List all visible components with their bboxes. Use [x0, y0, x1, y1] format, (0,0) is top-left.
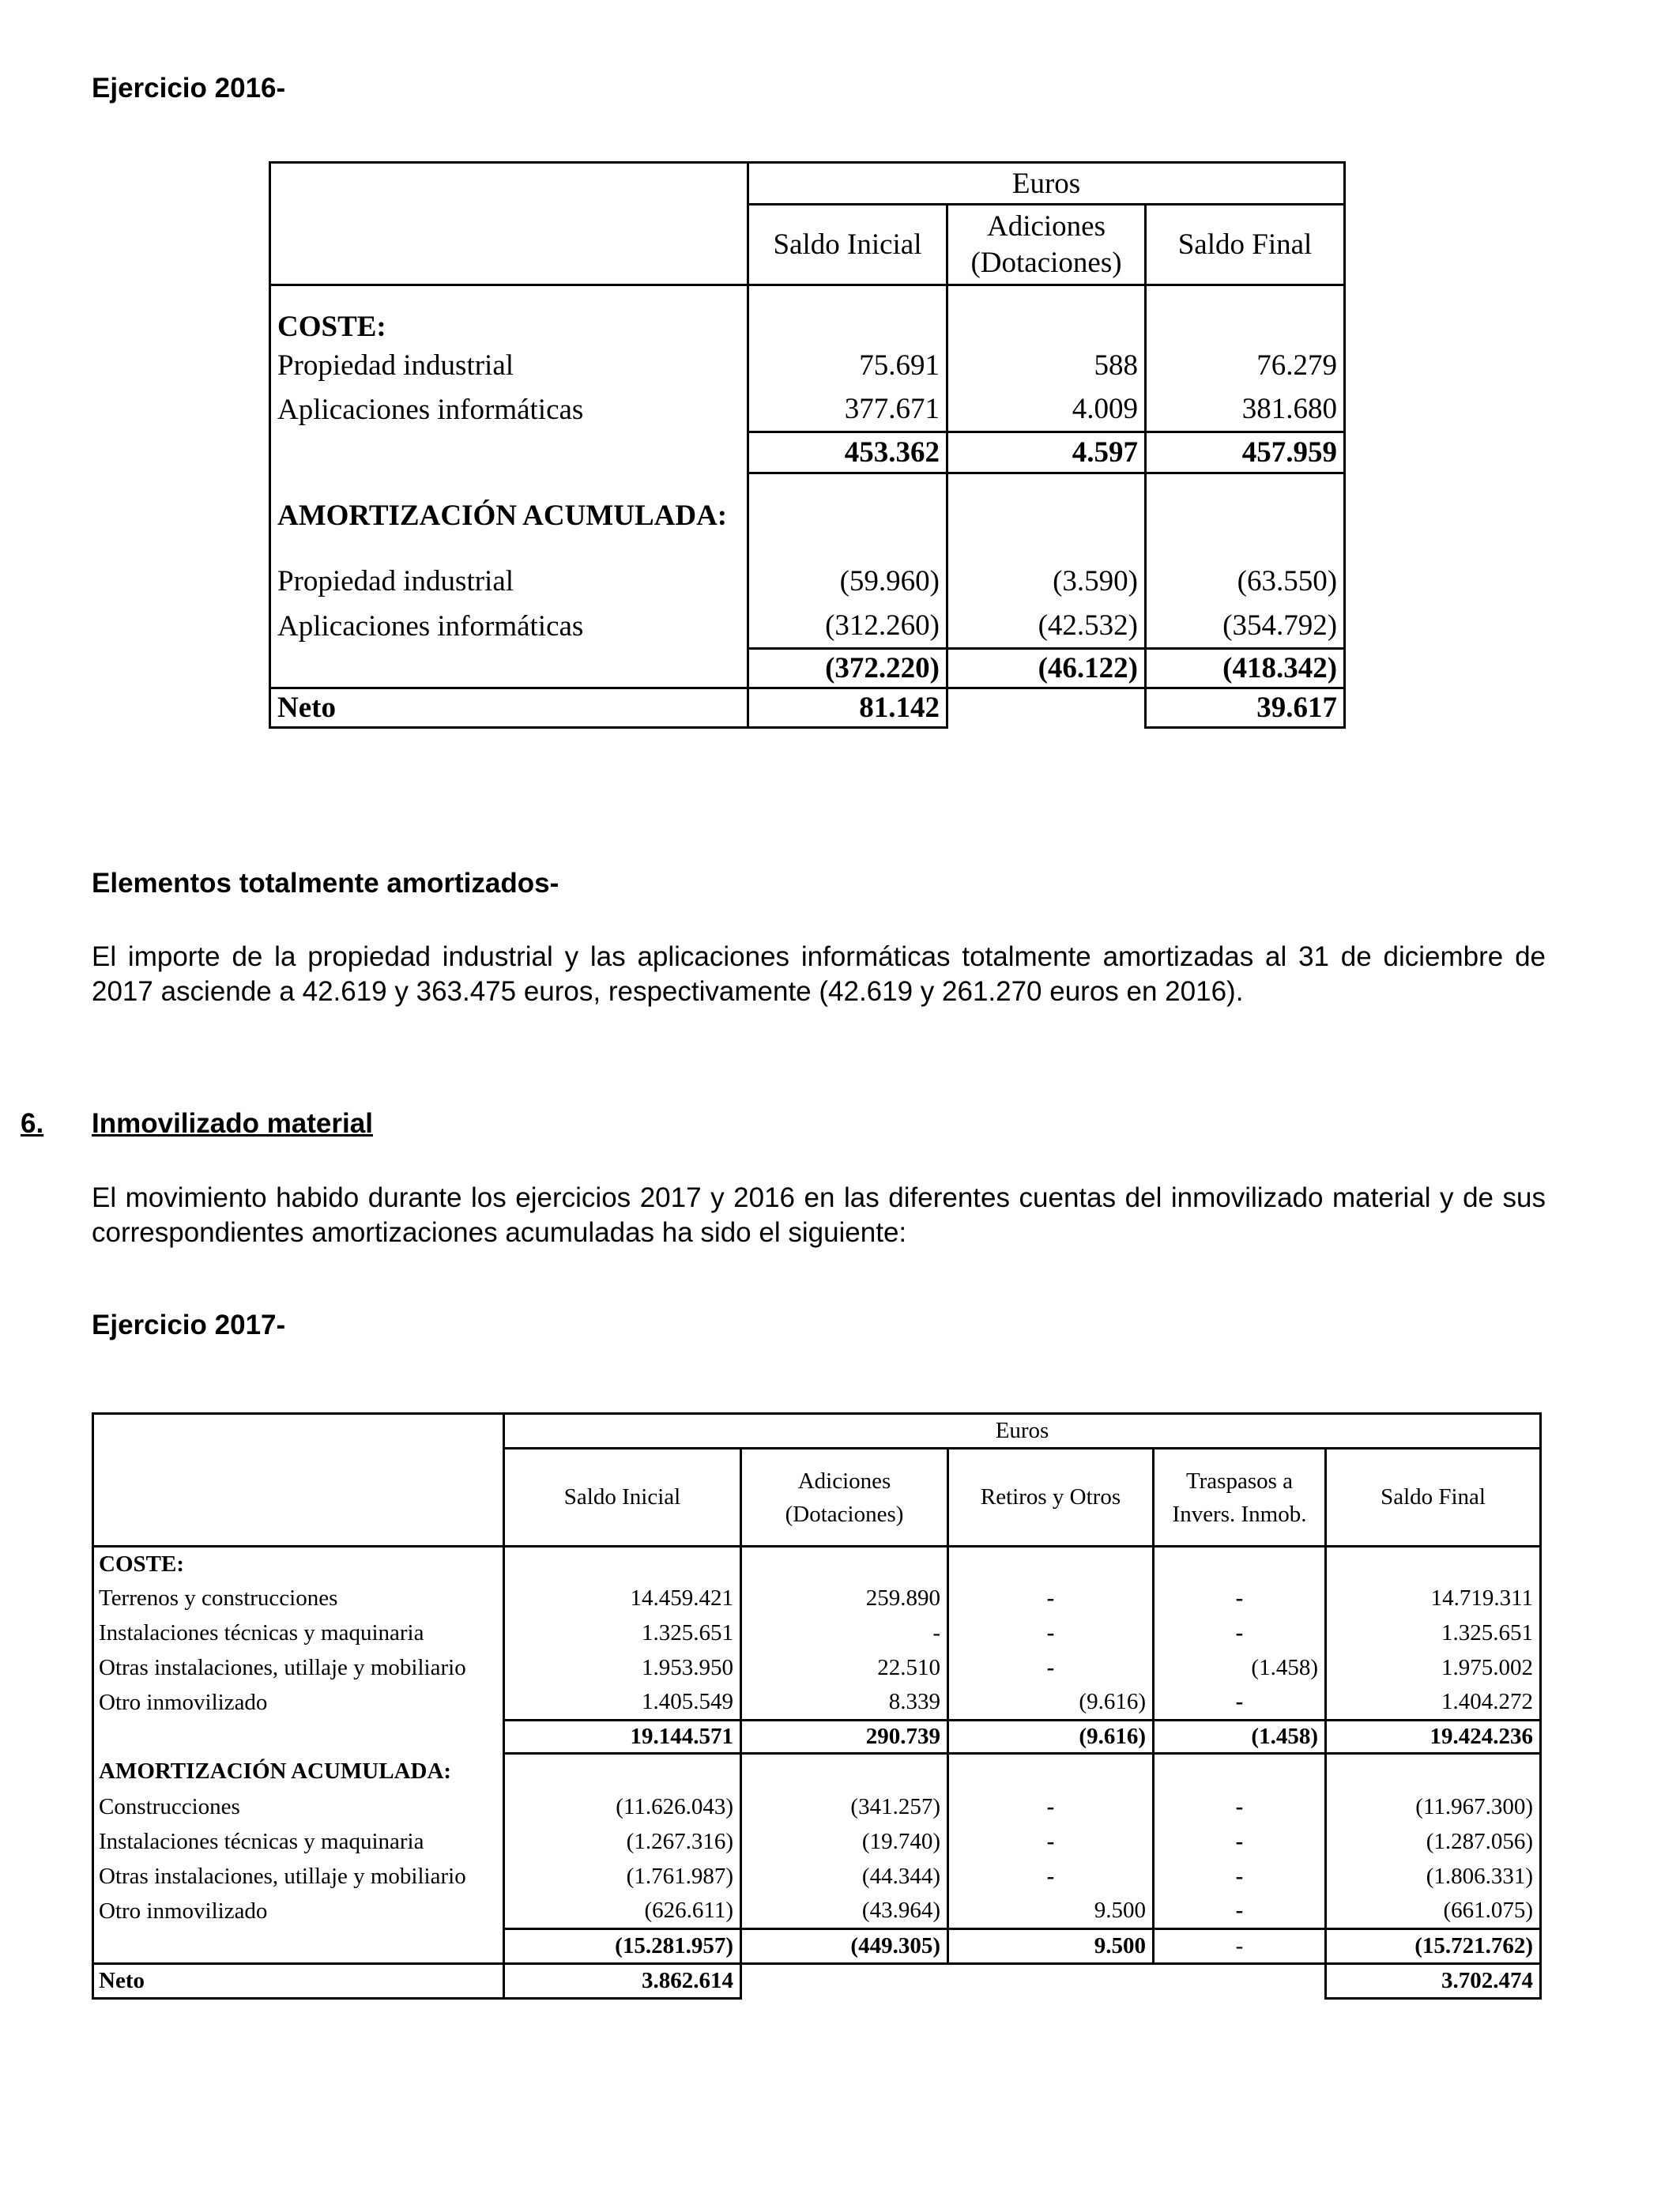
table-row: Propiedad industrial (59.960) (3.590) (63.550) — [270, 559, 1345, 605]
header-euros: Euros — [504, 1414, 1541, 1449]
section-amortizacion-label: AMORTIZACIÓN ACUMULADA: — [270, 473, 748, 559]
table-inmovilizado-intangible-2016 — [269, 161, 1346, 729]
table-row-coste-total: 453.362 4.597 457.959 — [270, 432, 1345, 473]
table-row: Instalaciones técnicas y maquinaria (1.267.316) (19.740) - - (1.287.056) — [93, 1825, 1541, 1860]
header-blank-cell — [270, 163, 748, 285]
table-row: Otras instalaciones, utillaje y mobiliario 1.953.950 22.510 - (1.458) 1.975.002 — [93, 1651, 1541, 1686]
section-number: 6. — [21, 1108, 44, 1139]
header-adiciones: Adiciones (Dotaciones) — [741, 1449, 948, 1547]
table-row: Otro inmovilizado (626.611) (43.964) 9.500 - (661.075) — [93, 1894, 1541, 1929]
header-adiciones: Adiciones (Dotaciones) — [947, 205, 1146, 285]
section-coste-label: COSTE: — [93, 1547, 504, 1581]
table-row-amortizacion-total: (372.220) (46.122) (418.342) — [270, 649, 1345, 688]
heading-ejercicio-2016: Ejercicio 2016- — [92, 73, 286, 104]
table-row: Terrenos y construcciones 14.459.421 259.890 - - 14.719.311 — [93, 1581, 1541, 1616]
header-euros: Euros — [748, 163, 1345, 205]
table-row: Otro inmovilizado 1.405.549 8.339 (9.616) - 1.404.272 — [93, 1686, 1541, 1721]
table-row: Instalaciones técnicas y maquinaria 1.325.651 - - - 1.325.651 — [93, 1616, 1541, 1651]
table-inmovilizado-material-2017 — [92, 1412, 1542, 2000]
header-saldo-final: Saldo Final — [1146, 205, 1345, 285]
heading-elementos-amortizados: Elementos totalmente amortizados- — [92, 868, 559, 899]
section-amortizacion-label: AMORTIZACIÓN ACUMULADA: — [93, 1754, 504, 1790]
section-coste-label: COSTE: — [270, 285, 748, 344]
header-traspasos: Traspasos a Invers. Inmob. — [1154, 1449, 1326, 1547]
header-blank-cell — [93, 1414, 504, 1547]
table-row: Aplicaciones informáticas (312.260) (42.532) (354.792) — [270, 605, 1345, 649]
table-row-coste-total: 19.144.571 290.739 (9.616) (1.458) 19.424.236 — [93, 1721, 1541, 1754]
table-row: Construcciones (11.626.043) (341.257) - - (11.967.300) — [93, 1790, 1541, 1825]
header-retiros: Retiros y Otros — [948, 1449, 1154, 1547]
section-title: Inmovilizado material — [92, 1108, 373, 1139]
heading-ejercicio-2017: Ejercicio 2017- — [92, 1310, 286, 1340]
table-row-neto: Neto 3.862.614 3.702.474 — [93, 1964, 1541, 1999]
header-saldo-inicial: Saldo Inicial — [504, 1449, 741, 1547]
paragraph-movimiento: El movimiento habido durante los ejercicios 2017 y 2016 en las diferentes cuentas del inmovilizado material y de sus correspondientes amortizaciones acumuladas ha sido el siguiente: — [92, 1182, 1546, 1248]
header-saldo-final: Saldo Final — [1326, 1449, 1541, 1547]
table-row-amortizacion-total: (15.281.957) (449.305) 9.500 - (15.721.762) — [93, 1929, 1541, 1964]
header-saldo-inicial: Saldo Inicial — [748, 205, 947, 285]
paragraph-elementos-amortizados: El importe de la propiedad industrial y las aplicaciones informáticas totalmente amortizadas al 31 de diciembre de 2017 asciende a 42.619 y 363.475 euros, respectivamente (42.619 y 261.270 euros en 2016). — [92, 941, 1546, 1007]
table-row: Aplicaciones informáticas 377.671 4.009 381.680 — [270, 388, 1345, 432]
table-row: Otras instalaciones, utillaje y mobiliario (1.761.987) (44.344) - - (1.806.331) — [93, 1860, 1541, 1894]
table-row: Propiedad industrial 75.691 588 76.279 — [270, 344, 1345, 388]
table-row-neto: Neto 81.142 39.617 — [270, 688, 1345, 728]
